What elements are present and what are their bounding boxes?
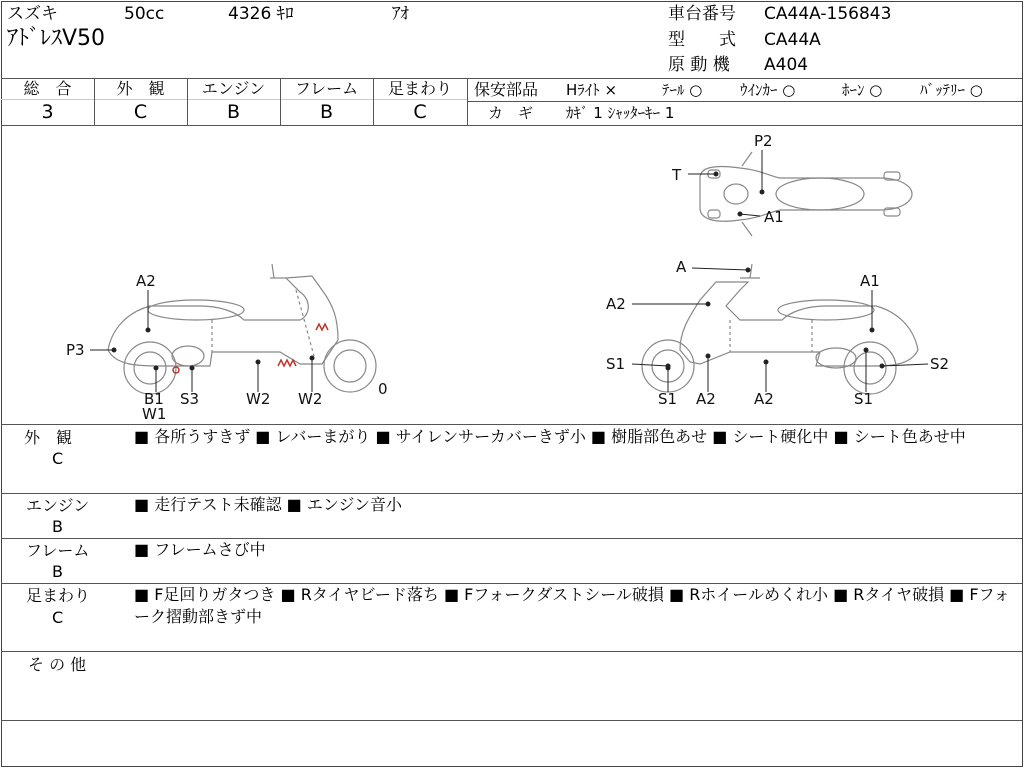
label-s2: S2 [930, 355, 950, 373]
suspension-grade-label: 足まわり [387, 79, 452, 98]
remarks-sep-4 [1, 651, 1022, 652]
remarks-suspension-title: 足まわり [26, 586, 91, 605]
mileage: 4326 ｷﾛ [228, 4, 294, 24]
key-label: カ ギ [488, 104, 534, 122]
overall-grade: 3 [41, 101, 54, 123]
winker-status: ｳｲﾝｶｰ ○ [740, 81, 796, 99]
label-w1: W1 [142, 405, 167, 423]
remarks-frame-grade: B [52, 562, 63, 581]
remarks-sep-5 [1, 720, 1022, 721]
frame-no-value: CA44A-156843 [764, 4, 892, 24]
label-a1-top: A1 [764, 208, 784, 226]
remarks-frame-text: ■ フレームさび中 [134, 540, 266, 559]
battery-status: ﾊﾞｯﾃﾘｰ ○ [920, 81, 983, 99]
label-a2-right: A2 [606, 295, 626, 313]
label-a2-right-b: A2 [696, 390, 716, 408]
label-b1: B1 [144, 390, 164, 408]
grade-header-sep [1, 99, 468, 100]
frame-grade-label: フレーム [294, 79, 359, 98]
maker: スズキ [7, 4, 58, 24]
label-a-right: A [676, 258, 687, 276]
damage-diagram [0, 126, 1024, 424]
label-s1-right-b: S1 [658, 390, 678, 408]
remarks-suspension-grade: C [52, 608, 64, 627]
label-zero: 0 [378, 380, 388, 398]
engine-grade: B [226, 101, 241, 123]
engine-grade-label: エンジン [201, 79, 266, 98]
engine-label: 原 動 機 [668, 55, 730, 75]
remarks-exterior-grade: C [52, 449, 64, 468]
safety-label: 保安部品 [474, 80, 539, 99]
remarks-frame-title: フレーム [26, 541, 90, 560]
overall-label: 総 合 [23, 79, 72, 98]
label-p3: P3 [66, 341, 85, 359]
remarks-exterior-text: ■ 各所うすきず ■ レバーまがり ■ サイレンサーカバーきず小 ■ 樹脂部色あせ ■ シート硬化中 ■ シート色あせ中 [134, 427, 966, 446]
model-code-value: CA44A [764, 30, 821, 50]
grade-table-mid [468, 101, 1022, 102]
horn-status: ﾎｰﾝ ○ [842, 81, 883, 99]
label-s1-right-c: S1 [854, 390, 874, 408]
suspension-grade: C [413, 101, 427, 123]
remarks-other-title: そ の 他 [28, 655, 87, 674]
label-a2-right-c: A2 [754, 390, 774, 408]
frame-no-label: 車台番号 [668, 4, 736, 24]
remarks-engine-text: ■ 走行テスト未確認 ■ エンジン音小 [134, 495, 403, 514]
model-code-label: 型 式 [668, 30, 736, 50]
label-s3: S3 [180, 390, 200, 408]
label-w2-b: W2 [298, 390, 323, 408]
exterior-grade: C [133, 101, 148, 123]
headlight-status: Hﾗｲﾄ × [566, 81, 618, 99]
model-name: ｱﾄﾞﾚｽV50 [7, 26, 106, 51]
label-s1-right-a: S1 [606, 355, 626, 373]
remarks-exterior-title: 外 観 [24, 428, 73, 447]
taillight-status: ﾃｰﾙ ○ [662, 81, 703, 99]
remarks-top [1, 424, 1022, 425]
exterior-label: 外 観 [116, 79, 165, 98]
remarks-engine-grade: B [52, 517, 63, 536]
label-t: T [672, 166, 682, 184]
remarks-suspension-text: ■ F足回りガタつき ■ Rタイヤビード落ち ■ Fフォークダストシール破損 ■ Rホイールめくれ小 ■ Rタイヤ破損 ■ Fフォーク摺動部きず中 [134, 585, 1010, 626]
engine-value: A404 [764, 55, 809, 75]
label-w2-a: W2 [246, 390, 271, 408]
displacement: 50cc [124, 4, 165, 24]
grade-col-5 [467, 78, 468, 125]
frame-grade: B [319, 101, 334, 123]
label-a2-left: A2 [136, 272, 156, 290]
label-a1-right: A1 [860, 272, 880, 290]
remarks-engine-title: エンジン [26, 496, 90, 515]
label-p2: P2 [754, 132, 773, 150]
scooter-top-view [700, 152, 912, 236]
color: ｱｵ [392, 4, 409, 24]
key-value: ｶｷﾞ 1 ｼｬｯﾀｰｷｰ 1 [566, 104, 675, 122]
